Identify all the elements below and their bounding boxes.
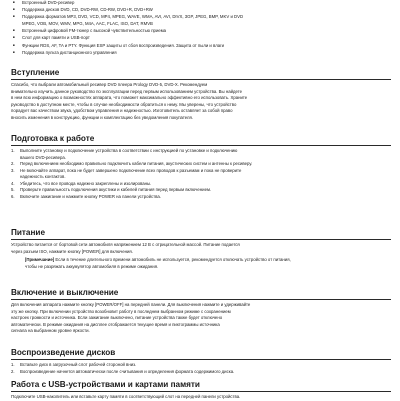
paragraph-line: автоматически. В режиме ожидания на дисплее отображается текущее время и пиктограммы источника xyxy=(11,321,220,327)
paragraph-line: Для включения аппарата нажмите кнопку [POWER/OFF] на передней панели. Для выключения нажмите и удерживайте xyxy=(11,302,251,307)
section-heading: Включение и выключение xyxy=(11,288,391,300)
feature-item: ■ Поддержка пульта дистанционного управления xyxy=(11,49,391,56)
section-preparation xyxy=(11,134,391,200)
feature-item-continued: MPEG, VOB, MOV, WMV, MPG, M4A, AAC, FLAC, ISO, DAT, RMVB xyxy=(22,21,153,27)
paragraph-line: Подключите USB-накопитель или вставьте карту памяти в соответствующий слот на передней панели устройства. xyxy=(11,394,241,399)
section-disc-playback xyxy=(11,348,391,375)
feature-item: ■ Встроенный цифровой FM-тюнер с высокой чувствительностью приема xyxy=(11,27,391,34)
step-item: 4. Убедитесь, что все провода надежно закреплены и изолированы. xyxy=(11,180,152,186)
section-power xyxy=(11,228,391,270)
paragraph-line: сигнала на выбранном уровне яркости. xyxy=(11,328,90,333)
feature-item: ■ Поддержка форматов MP3, DVD, VCD, MP4, MPEG, WAVE, WMA, AVI, AVI, DIVX, 3GP, JPEG, BMP, MKV и DVD xyxy=(11,13,391,20)
step-item: 1. Выполните установку и подключение устройства в соответствии с инструкцией по установке и подключению xyxy=(11,148,238,153)
step-item-continued: вашего DVD-ресивера. xyxy=(20,154,66,160)
section-heading: Воспроизведение дисков xyxy=(11,348,391,360)
feature-list xyxy=(11,0,391,56)
section-heading: Работа с USB-устройствами и картами памяти xyxy=(11,380,391,392)
paragraph-line: внимательно изучить данное руководство по эксплуатации перед первым использованием устройства. Вы найдете xyxy=(11,88,243,94)
section-power-on-off xyxy=(11,288,391,335)
section-introduction xyxy=(11,68,391,121)
paragraph-line: порадует вас качеством звука, удобством управления и надежностью. Изготовитель оставляет за собой право xyxy=(11,108,233,113)
step-item: 2. Воспроизведение начнется автоматически после считывания и определения формата содержимого диска. xyxy=(11,368,235,374)
step-item: 2. Перед включением необходимо правильно подключить кабели питания, акустических систем и антенны к ресиверу. xyxy=(11,161,253,166)
section-heading: Питание xyxy=(11,228,391,240)
step-item: 6. Включите зажигание и нажмите кнопку POWER на панели устройства. xyxy=(11,193,161,199)
section-usb-cards xyxy=(11,380,391,401)
paragraph-line: вносить изменения в конструкцию, функции и комплектацию без уведомления покупателя. xyxy=(11,114,194,120)
step-item: 3. Не включайте аппарат, пока не будет завершено подключение всех проводов к разъемам и пока не проверите xyxy=(11,167,242,173)
step-item: 1. Вставьте диск в загрузочный слот рабочей стороной вниз. xyxy=(11,362,137,367)
note-line: чтобы не разряжать аккумулятор автомобиля в режиме ожидания. xyxy=(25,263,159,269)
feature-item: ■ Поддержка дисков DVD, CD, DVD-RW, CD-RW, DVD+R, DVD+RW xyxy=(11,6,391,13)
paragraph-line: через разъем ISO, нажмите кнопку [POWER] для включения. xyxy=(11,248,133,254)
feature-item: ■ Функции RDS, AF, TA и PTY. Функция ESP защиты от сбоя воспроизведения. Защита от пыли и влаги xyxy=(11,42,391,49)
step-item: 5. Проверьте правильность подключения акустики и кабелей питания перед первым включением. xyxy=(11,187,212,192)
note-line: [Примечание] Если в течение длительного времени автомобиль не используется, рекомендуется отключать устройство от питания, xyxy=(25,257,291,262)
section-heading: Подготовка к работе xyxy=(11,134,391,146)
paragraph-line: эту же кнопку. При включении устройство возобновит работу в последнем выбранном режиме с сохранением xyxy=(11,308,231,314)
paragraph-line: настроек громкости и источника. Если зажигание выключено, питание устройства также будет отключено xyxy=(11,315,223,320)
step-item-continued: надежность контактов. xyxy=(20,174,66,179)
feature-item: ■ Встроенный DVD-ресивер xyxy=(11,0,391,6)
paragraph-line: руководство в доступном месте, чтобы в случае необходимости обратиться к нему. Мы уверены, что устройство xyxy=(11,101,237,107)
note-label: [Примечание] xyxy=(25,257,55,262)
paragraph-line: Устройство питается от бортовой сети автомобиля напряжением 12 В с отрицательной массой. Питание подается xyxy=(11,242,240,247)
feature-item: ■ Слот для карт памяти и USB-порт xyxy=(11,34,391,41)
paragraph-line: Спасибо, что выбрали автомобильный ресивер DVD плеера Prology DVD-5, DVD-X. Рекомендуем xyxy=(11,82,208,87)
playback-steps xyxy=(11,362,391,375)
section-heading: Вступление xyxy=(11,68,391,80)
preparation-steps xyxy=(11,148,391,200)
paragraph-line: в нем всю информацию о возможностях аппарата, что поможет максимально эффективно его использовать. Храните xyxy=(11,95,248,100)
